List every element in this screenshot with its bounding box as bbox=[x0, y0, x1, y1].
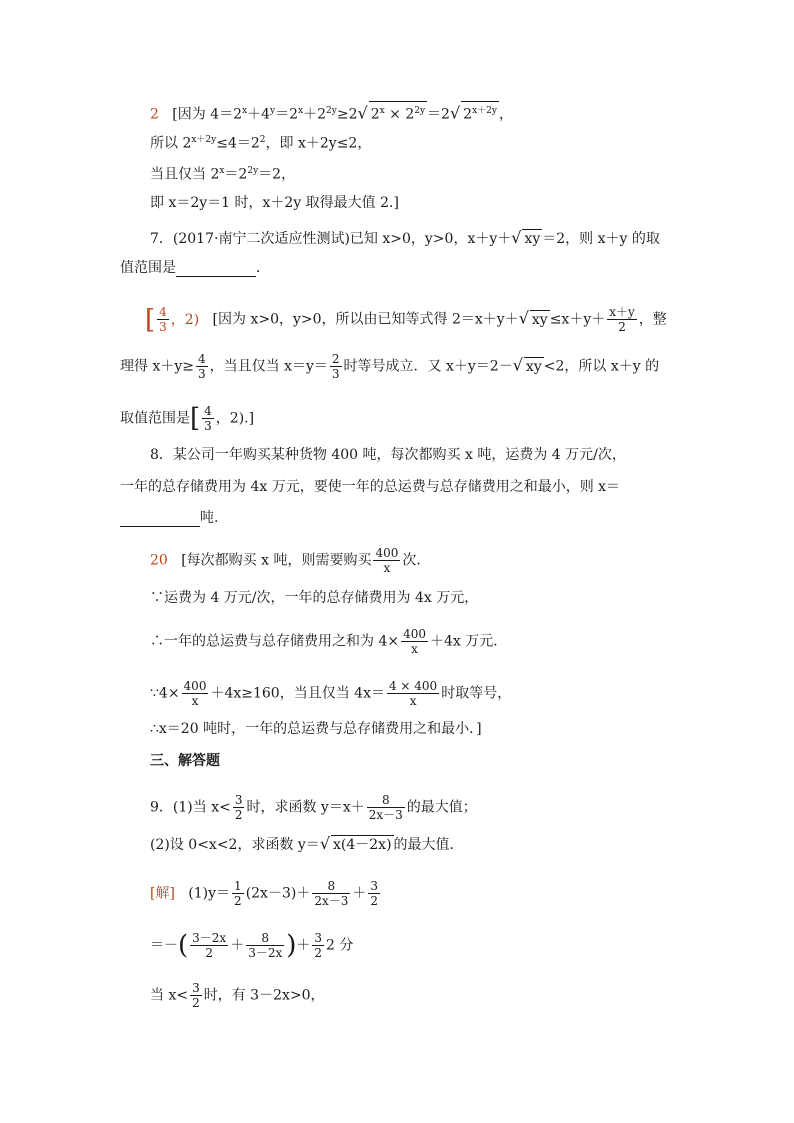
paren: ( bbox=[178, 930, 189, 961]
radicand: xy bbox=[525, 358, 542, 375]
text: .] bbox=[244, 410, 255, 427]
fraction: $\frac{4}{3}$ bbox=[204, 404, 212, 433]
answer-line-2 bbox=[150, 131, 371, 153]
radical-sign: √ bbox=[512, 355, 523, 375]
question-7-explanation-1 bbox=[145, 305, 667, 334]
text: ＋4 bbox=[247, 106, 271, 123]
bracket: [ bbox=[145, 304, 156, 335]
paren: ) bbox=[286, 930, 297, 961]
answer-blank[interactable] bbox=[176, 262, 256, 277]
fraction: $\frac{4}{3}$ bbox=[198, 352, 206, 381]
fraction: $\frac{3}{2}$ bbox=[314, 931, 323, 960]
text: ≤x＋y＋ bbox=[549, 311, 606, 328]
radicand: xy bbox=[524, 231, 541, 247]
question-7-line-2 bbox=[120, 259, 270, 277]
text: 当 x< bbox=[150, 987, 189, 1004]
text: 时，求函数 y＝x＋ bbox=[246, 799, 365, 816]
sup: x bbox=[219, 166, 225, 176]
fraction: $\frac{400}{x}$ bbox=[403, 627, 426, 656]
fraction: $\frac{3}{2}$ bbox=[192, 981, 200, 1010]
answer-line-1 bbox=[150, 101, 513, 124]
question-8-explanation-1 bbox=[150, 546, 430, 575]
question-7-explanation-2 bbox=[120, 352, 659, 381]
sup: 2 bbox=[259, 135, 266, 145]
question-8-line-1 bbox=[150, 446, 626, 464]
fraction: $\frac{x+y}{2}$ bbox=[609, 305, 635, 334]
answer-value: 2 bbox=[150, 106, 159, 123]
text: ，整 bbox=[638, 311, 667, 328]
text: [因为 x>0，y>0，所以由已知等式得 2＝x＋y＋ bbox=[212, 311, 519, 328]
text: 8．某公司一年购买某种货物 400 吨，每次都购买 x 吨，运费为 4 万元/次， bbox=[150, 447, 626, 463]
answer-line-4 bbox=[150, 194, 399, 212]
text: ＋4x 万元． bbox=[430, 633, 508, 650]
question-8-explanation-2 bbox=[150, 589, 478, 607]
sup: 2y bbox=[247, 166, 259, 176]
fraction: $\frac{4 \times 400}{x}$ bbox=[388, 679, 438, 708]
question-9-line-2 bbox=[150, 835, 464, 854]
text: 所以 2 bbox=[150, 135, 192, 152]
text: ． bbox=[256, 260, 270, 276]
section-heading: 三、解答题 bbox=[150, 753, 220, 769]
text: 时取等号， bbox=[441, 685, 512, 702]
text: ≤4＝2 bbox=[216, 135, 260, 152]
radical-sign: √ bbox=[319, 834, 331, 853]
text: 时，有 3－2x>0， bbox=[203, 987, 325, 1004]
text: 取值范围是 bbox=[120, 410, 190, 427]
radicand: $2^{x+2y}$ bbox=[461, 101, 499, 124]
question-9-line-1 bbox=[150, 793, 477, 822]
text: (2x－3)＋ bbox=[245, 885, 311, 902]
fraction: $\frac{400}{x}$ bbox=[375, 546, 399, 575]
text: 的最大值； bbox=[406, 799, 477, 816]
text: ∴一年的总运费与总存储费用之和为 4× bbox=[150, 633, 400, 650]
solution-line-1 bbox=[150, 879, 382, 908]
sup: 2y bbox=[326, 106, 337, 116]
text: ＝2，则 x＋y 的取 bbox=[542, 231, 660, 247]
text: (1)y＝ bbox=[188, 885, 231, 902]
radical-sign: √ bbox=[449, 103, 461, 123]
fraction: $\frac{8}{3-2x}$ bbox=[248, 931, 283, 960]
text: <2，所以 x＋y 的 bbox=[543, 358, 660, 375]
bracket: [ bbox=[190, 403, 201, 434]
fraction: $\frac{1}{2}$ bbox=[234, 879, 242, 908]
fraction: $\frac{3}{2}$ bbox=[370, 879, 379, 908]
radical-sign: √ bbox=[511, 228, 522, 247]
text: ＝2 bbox=[224, 166, 248, 183]
text: [每次都购买 x 吨，则需要购买 bbox=[181, 552, 372, 569]
answer-line-3 bbox=[150, 162, 295, 184]
solution-tag: [解] bbox=[150, 885, 175, 902]
radicand: x(4－2x) bbox=[333, 837, 392, 853]
text: ＋ bbox=[296, 937, 311, 954]
text: 一年的总存储费用为 4x 万元，要使一年的总运费与总存储费用之和最小，则 x＝ bbox=[120, 479, 621, 495]
text: ＋ bbox=[230, 937, 245, 954]
fraction: $\frac{2}{3}$ bbox=[331, 352, 340, 381]
text: ＝－ bbox=[150, 937, 178, 954]
text: ＋ bbox=[352, 885, 367, 902]
question-8-line-3 bbox=[120, 509, 218, 527]
fraction: $\frac{3-2x}{2}$ bbox=[192, 931, 227, 960]
radicand: $2^x \times 2^{2y}$ bbox=[369, 101, 427, 124]
text: 7．(2017·南宁二次适应性测试)已知 x>0，y>0，x＋y＋ bbox=[150, 231, 512, 247]
sup: x bbox=[242, 106, 248, 116]
radical-sign: √ bbox=[357, 103, 368, 123]
fraction: $\frac{3}{2}$ bbox=[234, 793, 243, 822]
text: ，当且仅当 x＝y＝ bbox=[209, 358, 328, 375]
text: 值范围是 bbox=[120, 260, 176, 276]
text: ＝2， bbox=[258, 166, 296, 183]
text: 时等号成立．又 x＋y＝2－ bbox=[343, 358, 513, 375]
fraction: $\frac{8}{2x-3}$ bbox=[314, 879, 349, 908]
text: ， bbox=[498, 106, 513, 123]
text: ＋2 bbox=[303, 106, 327, 123]
text: 理得 x＋y≥ bbox=[120, 358, 194, 375]
answer-value: 20 bbox=[150, 552, 168, 569]
sup: y bbox=[270, 106, 276, 116]
text: 的最大值． bbox=[393, 837, 464, 853]
radical-sign: √ bbox=[518, 308, 529, 328]
question-7-line-1 bbox=[150, 229, 660, 248]
sup: x＋2y bbox=[191, 135, 217, 145]
text: 9．(1)当 x< bbox=[150, 799, 231, 816]
text: [因为 4＝2 bbox=[172, 106, 243, 123]
question-8-explanation-4 bbox=[150, 679, 511, 708]
text: (2)设 0<x<2，求函数 y＝ bbox=[150, 837, 320, 853]
fraction: $\frac{400}{x}$ bbox=[183, 679, 207, 708]
text: ，2) bbox=[215, 410, 245, 427]
text: 2 分 bbox=[326, 937, 354, 954]
text: ∵运费为 4 万元/次，一年的总存储费用为 4x 万元， bbox=[150, 590, 479, 606]
fraction: $\frac{4}{3}$ bbox=[159, 305, 167, 334]
text: ＝2 bbox=[275, 106, 299, 123]
question-8-explanation-5 bbox=[150, 720, 482, 738]
question-8-explanation-3 bbox=[150, 627, 507, 656]
solution-line-2 bbox=[150, 931, 353, 960]
text: ∴x＝20 吨时，一年的总运费与总存储费用之和最小．] bbox=[150, 721, 482, 737]
text: ＝2 bbox=[427, 106, 450, 123]
text: 当且仅当 2 bbox=[150, 166, 220, 183]
text: ≥2 bbox=[336, 106, 358, 123]
question-7-explanation-3 bbox=[120, 404, 254, 433]
text: 吨. bbox=[200, 510, 219, 526]
fraction: $\frac{8}{2x-3}$ bbox=[368, 793, 403, 822]
sup: x bbox=[298, 106, 304, 116]
text: ＋4x≥160，当且仅当 4x＝ bbox=[210, 685, 385, 702]
text: ，即 x＋2y≤2， bbox=[265, 135, 372, 152]
answer-interval: [ $\frac{4}{3}$ ，2) bbox=[145, 304, 200, 335]
text: 即 x＝2y＝1 时，x＋2y 取得最大值 2.] bbox=[150, 195, 399, 211]
text: ∵4× bbox=[150, 685, 180, 702]
solution-line-3 bbox=[150, 981, 325, 1010]
answer-blank[interactable] bbox=[120, 512, 200, 527]
text: 次． bbox=[402, 552, 431, 569]
radicand: xy bbox=[531, 311, 548, 328]
question-8-line-2 bbox=[120, 478, 620, 496]
